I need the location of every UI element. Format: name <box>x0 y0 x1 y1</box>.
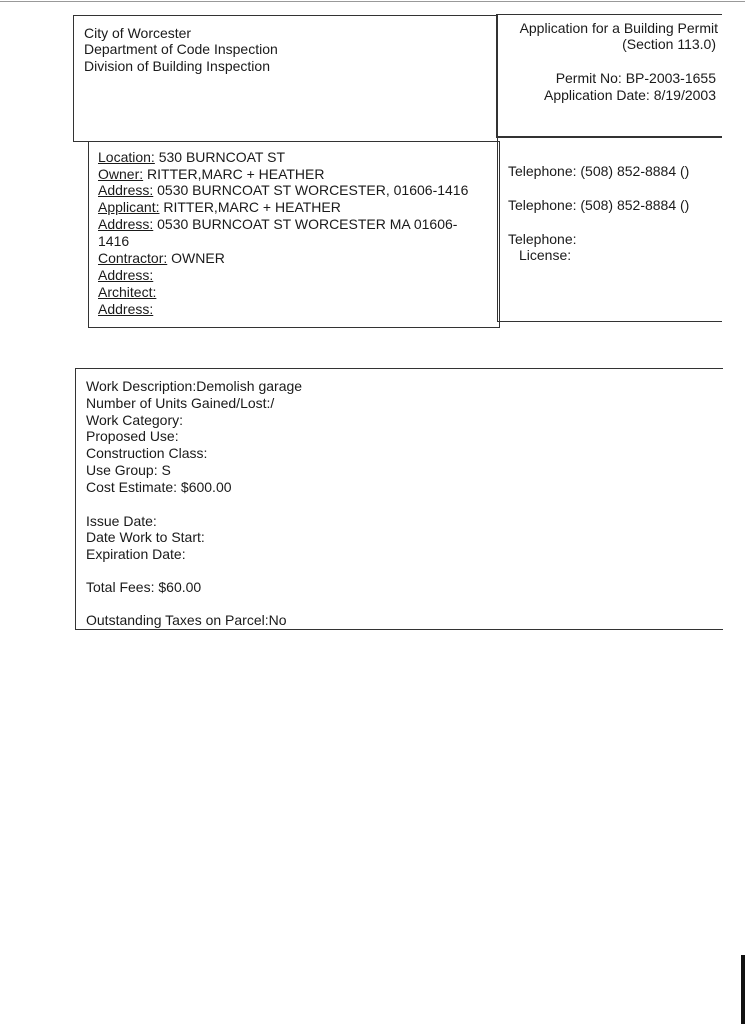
permit-title: Application for a Building Permit <box>519 20 718 36</box>
department-name: Department of Code Inspection <box>84 41 278 57</box>
applicant-label: Applicant: <box>98 199 160 215</box>
applicant-address-label: Address: <box>98 216 154 232</box>
use-group: Use Group: S <box>86 462 171 478</box>
units-gained-lost: Number of Units Gained/Lost:/ <box>86 395 275 411</box>
contractor-telephone: Telephone: <box>508 231 577 247</box>
location-label: Location: <box>98 149 155 165</box>
work-description: Work Description:Demolish garage <box>86 378 303 394</box>
contractor-address-label: Address: <box>98 267 154 283</box>
applicant-value: RITTER,MARC + HEATHER <box>159 199 341 215</box>
architect-row <box>98 284 499 300</box>
scan-edge-shadow <box>741 955 745 1024</box>
contractor-row <box>98 250 499 266</box>
application-date: Application Date: 8/19/2003 <box>543 87 716 103</box>
page-top-edge <box>0 1 745 2</box>
expiration-date: Expiration Date: <box>86 546 186 562</box>
applicant-address-row <box>98 216 499 232</box>
contractor-address-row <box>98 267 499 283</box>
contractor-license: License: <box>519 247 572 263</box>
city-name: City of Worcester <box>84 25 192 41</box>
outstanding-taxes: Outstanding Taxes on Parcel:No <box>86 612 287 628</box>
owner-address-value: 0530 BURNCOAT ST WORCESTER, 01606-1416 <box>153 182 469 198</box>
header-box <box>73 15 498 142</box>
proposed-use: Proposed Use: <box>86 428 179 444</box>
division-name: Division of Building Inspection <box>84 58 270 74</box>
date-work-to-start: Date Work to Start: <box>86 529 205 545</box>
cost-estimate: Cost Estimate: $600.00 <box>86 479 232 495</box>
parties-box <box>88 141 500 328</box>
architect-address-row <box>98 301 499 317</box>
permit-section: (Section 113.0) <box>622 36 716 52</box>
applicant-address-value: 0530 BURNCOAT ST WORCESTER MA 01606- <box>153 216 458 232</box>
owner-telephone: Telephone: (508) 852-8884 () <box>508 163 690 179</box>
contractor-label: Contractor: <box>98 250 168 266</box>
contractor-value: OWNER <box>167 250 225 266</box>
permit-number: Permit No: BP-2003-1655 <box>555 70 716 86</box>
work-category: Work Category: <box>86 412 183 428</box>
work-box <box>75 368 723 630</box>
permit-info-box <box>496 14 722 138</box>
location-row <box>98 149 499 165</box>
architect-address-label: Address: <box>98 301 154 317</box>
owner-address-row <box>98 182 499 198</box>
owner-row <box>98 166 499 182</box>
applicant-telephone: Telephone: (508) 852-8884 () <box>508 197 690 213</box>
applicant-row <box>98 199 499 215</box>
owner-address-label: Address: <box>98 182 154 198</box>
architect-label: Architect: <box>98 284 157 300</box>
owner-value: RITTER,MARC + HEATHER <box>143 166 325 182</box>
applicant-address-cont: 1416 <box>98 233 130 249</box>
total-fees: Total Fees: $60.00 <box>86 579 202 595</box>
owner-label: Owner: <box>98 166 144 182</box>
construction-class: Construction Class: <box>86 445 208 461</box>
location-value: 530 BURNCOAT ST <box>154 149 286 165</box>
contacts-box <box>497 136 722 322</box>
issue-date: Issue Date: <box>86 513 157 529</box>
